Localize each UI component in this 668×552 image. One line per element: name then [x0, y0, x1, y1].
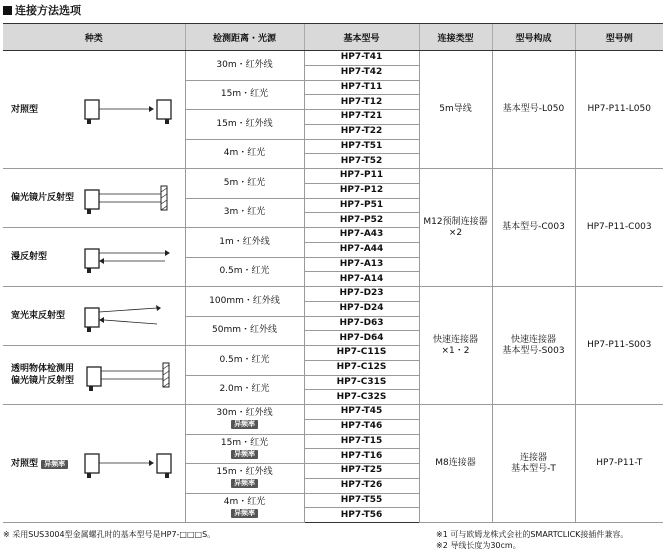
base-model: HP7-D63	[304, 316, 419, 331]
base-model: HP7-D64	[304, 331, 419, 346]
base-model: HP7-T16	[304, 449, 419, 464]
section-title	[3, 2, 81, 18]
base-model: HP7-T22	[304, 124, 419, 139]
kind-label	[11, 363, 74, 387]
transparent-retro-sensor-icon	[83, 355, 183, 395]
base-model: HP7-T45	[304, 405, 419, 420]
header-base-model: 基本型号	[304, 24, 419, 51]
kind-label-line: 透明物体检测用	[11, 364, 75, 374]
base-model: HP7-A43	[304, 228, 419, 243]
kind-label	[11, 458, 68, 470]
base-model: HP7-T52	[304, 154, 419, 169]
distance-cell: 100mm・红外线	[185, 287, 304, 317]
title-square-icon	[3, 6, 12, 15]
distance-cell: 1m・红外线	[185, 228, 304, 258]
kind-label: 漫反射型	[11, 252, 48, 262]
connection-type-cell	[419, 169, 492, 287]
table-row	[3, 51, 663, 66]
base-model: HP7-T41	[304, 51, 419, 66]
table-header-row	[3, 24, 663, 51]
footnote-right	[436, 529, 628, 551]
connection-type-text: 快速连接器	[432, 334, 478, 345]
example-cell: HP7-P11-S003	[575, 287, 663, 405]
distance-cell: 15m・红外线	[185, 110, 304, 140]
base-model: HP7-T56	[304, 508, 419, 523]
base-model: HP7-P51	[304, 198, 419, 213]
distance-cell	[185, 434, 304, 464]
distance-cell: 2.0m・红光	[185, 375, 304, 405]
table-row	[3, 169, 663, 184]
header-structure: 型号构成	[492, 24, 575, 51]
base-model: HP7-P52	[304, 213, 419, 228]
interference-badge: 异频率	[231, 420, 258, 429]
structure-text: 基本型号-S003	[502, 345, 565, 356]
distance-text: 30m・红外线	[216, 408, 273, 419]
diffuse-sensor-icon	[81, 237, 181, 277]
connection-options-table	[3, 23, 663, 523]
distance-cell: 15m・红光	[185, 80, 304, 110]
distance-cell: 4m・红光	[185, 139, 304, 169]
base-model: HP7-T12	[304, 95, 419, 110]
section-title-text: 连接方法选项	[15, 4, 81, 17]
distance-cell	[185, 493, 304, 523]
base-model: HP7-T11	[304, 80, 419, 95]
base-model: HP7-A13	[304, 257, 419, 272]
base-model: HP7-D24	[304, 301, 419, 316]
structure-text: 快速连接器	[510, 334, 556, 345]
connection-type-note: ×2	[448, 227, 463, 238]
header-kind: 种类	[3, 24, 185, 51]
distance-text: 4m・红光	[223, 496, 266, 507]
structure-cell: 基本型号-L050	[492, 51, 575, 169]
distance-text: 15m・红外线	[216, 467, 273, 478]
interference-badge: 异频率	[231, 450, 258, 459]
thru-beam-interference-sensor-icon	[81, 444, 181, 484]
distance-cell: 0.5m・红光	[185, 346, 304, 376]
interference-badge: 异频率	[231, 509, 258, 518]
distance-cell	[185, 464, 304, 494]
distance-cell: 30m・红外线	[185, 51, 304, 81]
table-row	[3, 405, 663, 420]
base-model: HP7-D23	[304, 287, 419, 302]
base-model: HP7-P12	[304, 183, 419, 198]
connection-type-cell: 5m导线	[419, 51, 492, 169]
distance-cell: 0.5m・红光	[185, 257, 304, 287]
base-model: HP7-T26	[304, 478, 419, 493]
connection-type-text: M12预制连接器	[423, 216, 488, 227]
connection-type-cell	[419, 287, 492, 405]
thru-beam-sensor-icon	[81, 90, 181, 130]
connection-type-note: ×1・2	[441, 345, 470, 356]
base-model: HP7-A44	[304, 242, 419, 257]
footnote-left: ※ 采用SUS3004型金属螺孔时的基本型号是HP7-□□□S。	[3, 530, 216, 539]
wide-beam-sensor-icon	[81, 296, 181, 336]
header-example: 型号例	[575, 24, 663, 51]
kind-thru-beam-interference	[3, 405, 185, 523]
base-model: HP7-T25	[304, 464, 419, 479]
kind-label: 偏光镜片反射型	[11, 193, 75, 203]
distance-cell	[185, 405, 304, 435]
distance-cell: 50mm・红外线	[185, 316, 304, 346]
structure-cell	[492, 405, 575, 523]
structure-cell	[492, 287, 575, 405]
base-model: HP7-T21	[304, 110, 419, 125]
distance-text: 15m・红光	[220, 437, 269, 448]
kind-label: 对照型	[11, 104, 39, 115]
kind-label-text: 对照型	[11, 458, 39, 469]
interference-badge: 异频率	[231, 479, 258, 488]
structure-text: 基本型号-T	[511, 463, 556, 474]
header-distance: 检测距离・光源	[185, 24, 304, 51]
example-cell: HP7-P11-C003	[575, 169, 663, 287]
connection-type-cell: M8连接器	[419, 405, 492, 523]
kind-transparent	[3, 346, 185, 405]
kind-label: 宽光束反射型	[11, 311, 66, 321]
footnote-1: ※1 可与欧姆龙株式会社的SMARTCLICK接插件兼容。	[436, 530, 629, 539]
polarized-retro-sensor-icon	[81, 178, 181, 218]
table-row	[3, 287, 663, 302]
base-model: HP7-T55	[304, 493, 419, 508]
base-model: HP7-C32S	[304, 390, 419, 405]
structure-text: 连接器	[519, 452, 547, 463]
base-model: HP7-C12S	[304, 360, 419, 375]
base-model: HP7-T51	[304, 139, 419, 154]
kind-label-line: 偏光镜片反射型	[11, 376, 75, 386]
base-model: HP7-T42	[304, 65, 419, 80]
base-model: HP7-A14	[304, 272, 419, 287]
structure-cell: 基本型号-C003	[492, 169, 575, 287]
kind-thru-beam	[3, 51, 185, 169]
distance-cell: 3m・红光	[185, 198, 304, 228]
base-model: HP7-C31S	[304, 375, 419, 390]
base-model: HP7-P11	[304, 169, 419, 184]
base-model: HP7-C11S	[304, 346, 419, 361]
kind-polarized-retro	[3, 169, 185, 228]
kind-wide-beam	[3, 287, 185, 346]
header-connection-type: 连接类型	[419, 24, 492, 51]
base-model: HP7-T46	[304, 419, 419, 434]
kind-diffuse	[3, 228, 185, 287]
distance-cell: 5m・红光	[185, 169, 304, 199]
base-model: HP7-T15	[304, 434, 419, 449]
example-cell: HP7-P11-L050	[575, 51, 663, 169]
example-cell: HP7-P11-T	[575, 405, 663, 523]
interference-badge: 异频率	[41, 460, 68, 469]
footnote-2: ※2 导线长度为30cm。	[436, 541, 521, 550]
